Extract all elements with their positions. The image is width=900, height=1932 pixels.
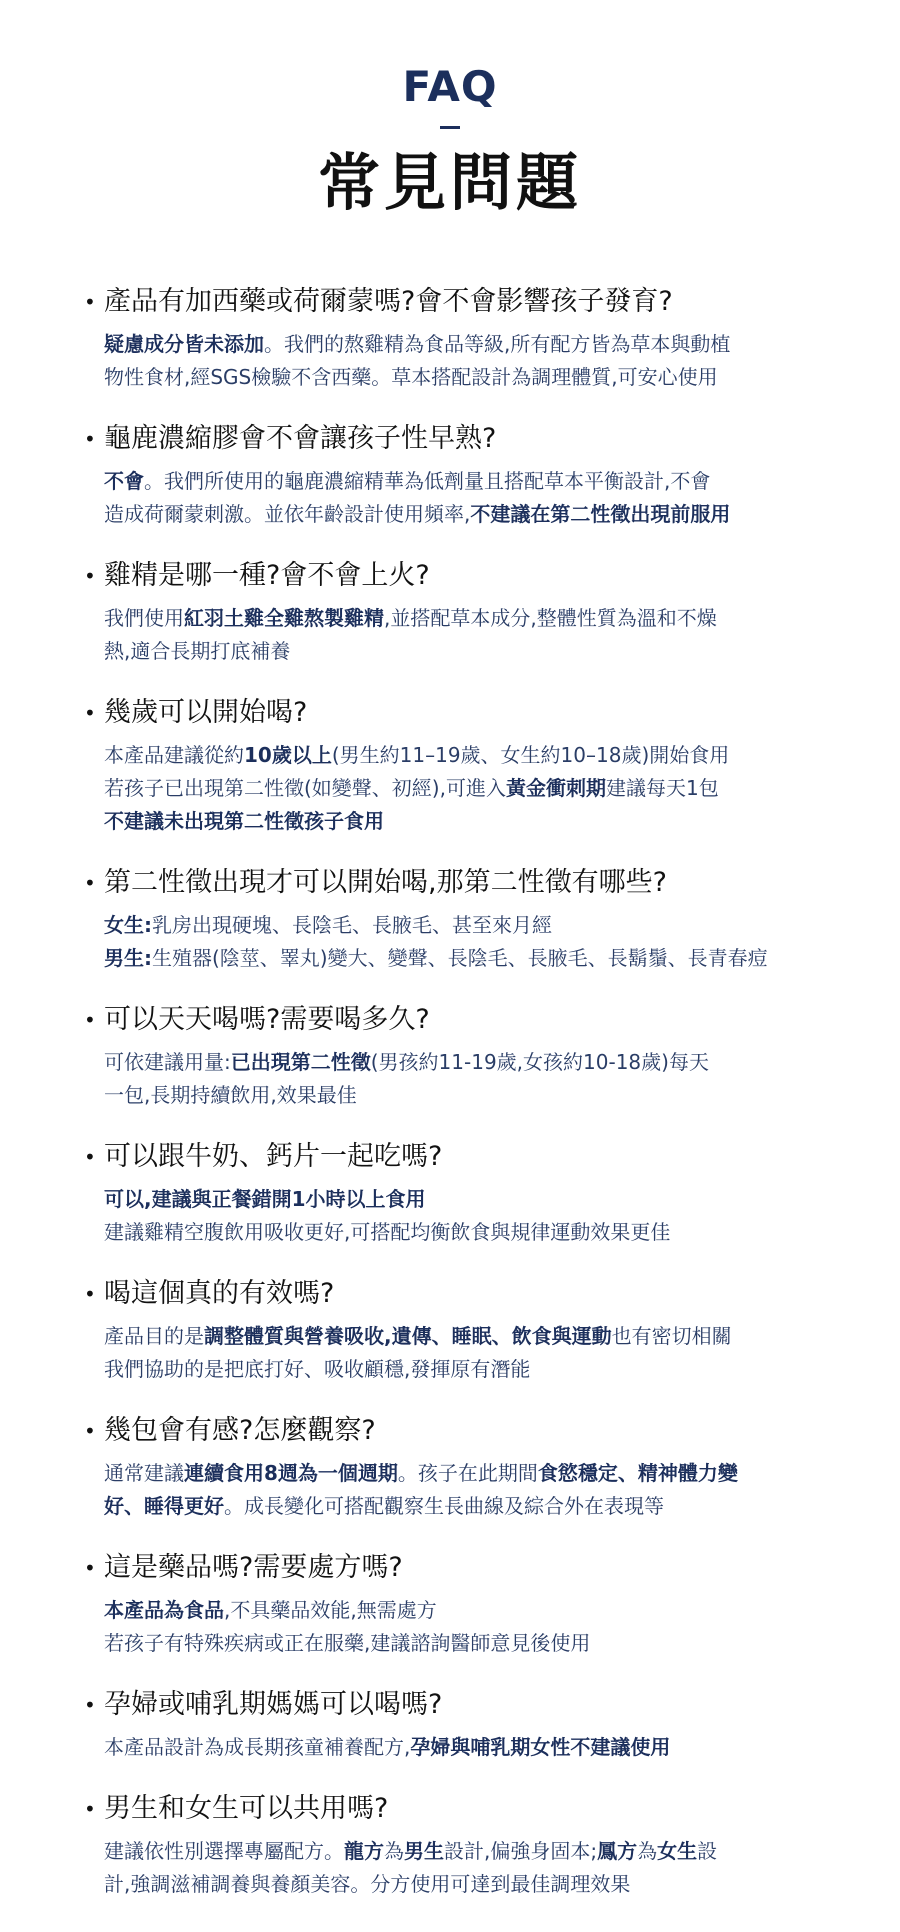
faq-answer-line [104,1594,820,1627]
faq-answer-line [104,1183,820,1216]
answer-text: 。孩子在此期間 [397,1461,538,1485]
faq-answer-line [104,1868,820,1901]
faq-item [76,1000,820,1112]
faq-question [76,1789,820,1829]
faq-question [76,693,820,733]
faq-answer-line [104,1216,820,1249]
answer-text: 計,強調滋補調養與養顏美容。分方使用可達到最佳調理效果 [104,1872,631,1896]
faq-item [76,1789,820,1901]
faq-answer-line [104,1079,820,1112]
faq-question-text: 幾包會有感?怎麼觀察? [104,1415,376,1446]
bullet-icon: • [84,701,96,725]
bullet-icon: • [84,1419,96,1443]
bullet-icon: • [84,564,96,588]
faq-answer-line [104,1353,820,1386]
bullet-icon: • [84,1693,96,1717]
faq-answer-line [104,909,820,942]
faq-item [76,693,820,838]
faq-question-text: 雞精是哪一種?會不會上火? [104,560,430,591]
faq-question-text: 龜鹿濃縮膠會不會讓孩子性早熟? [104,423,497,454]
answer-emphasis: 紅羽土雞全雞熬製雞精 [184,606,384,630]
faq-question [76,556,820,596]
faq-answer [76,1320,820,1386]
answer-emphasis: 男生: [104,946,152,970]
faq-label: FAQ [402,62,498,111]
answer-text: 設計,偏強身固本; [444,1839,598,1863]
faq-answer [76,1835,820,1901]
answer-emphasis: 孕婦與哺乳期女性不建議使用 [410,1735,671,1759]
answer-text: 造成荷爾蒙刺激。並依年齡設計使用頻率, [104,502,471,526]
faq-item [76,1548,820,1660]
answer-emphasis: 黃金衝刺期 [505,776,606,800]
faq-question-text: 第二性徵出現才可以開始喝,那第二性徵有哪些? [104,867,667,898]
faq-item [76,1411,820,1523]
answer-emphasis: 可以,建議與正餐錯開1小時以上食用 [104,1187,426,1211]
faq-question [76,1548,820,1588]
answer-text: 本產品建議從約 [104,743,244,767]
faq-item [76,1685,820,1764]
faq-answer [76,909,820,975]
faq-answer [76,1046,820,1112]
faq-item [76,863,820,975]
faq-question [76,1411,820,1451]
bullet-icon: • [84,1145,96,1169]
answer-text: (男生約11–19歲、女生約10–18歲)開始食用 [331,743,730,767]
answer-text: 建議雞精空腹飲用吸收更好,可搭配均衡飲食與規律運動效果更佳 [104,1220,671,1244]
answer-text: ,並搭配草本成分,整體性質為溫和不燥 [384,606,717,630]
answer-emphasis: 女生: [104,913,152,937]
answer-emphasis: 疑慮成分皆未添加 [104,332,264,356]
bullet-icon: • [84,290,96,314]
faq-question-text: 孕婦或哺乳期媽媽可以喝嗎? [104,1689,443,1720]
answer-text: 。成長變化可搭配觀察生長曲線及綜合外在表現等 [224,1494,664,1518]
bullet-icon: • [84,871,96,895]
faq-question-text: 可以天天喝嗎?需要喝多久? [104,1004,430,1035]
faq-answer-line [104,1490,820,1523]
faq-answer-line [104,361,820,394]
answer-emphasis: 連續食用8週為一個週期 [184,1461,398,1485]
faq-answer-line [104,772,820,805]
faq-item [76,282,820,394]
answer-text: 熱,適合長期打底補養 [104,639,291,663]
answer-emphasis: 調整體質與營養吸收,遺傳、睡眠、飲食與運動 [204,1324,612,1348]
bullet-icon: • [84,1282,96,1306]
answer-text: 。我們所使用的龜鹿濃縮精華為低劑量且搭配草本平衡設計,不會 [144,469,711,493]
faq-answer-line [104,942,820,975]
faq-question-text: 產品有加西藥或荷爾蒙嗎?會不會影響孩子發育? [104,286,673,317]
answer-emphasis: 本產品為食品 [104,1598,224,1622]
faq-answer [76,739,820,838]
answer-text: 若孩子有特殊疾病或正在服藥,建議諮詢醫師意見後使用 [104,1631,591,1655]
faq-answer-line [104,739,820,772]
faq-item [76,419,820,531]
answer-text: 我們協助的是把底打好、吸收顧穩,發揮原有潛能 [104,1357,531,1381]
faq-answer-line [104,328,820,361]
answer-text: 若孩子已出現第二性徵(如變聲、初經),可進入 [104,776,506,800]
faq-question [76,1000,820,1040]
answer-text: 可依建議用量: [104,1050,231,1074]
faq-question [76,1274,820,1314]
page-title: 常見問題 [317,146,582,219]
faq-answer-line [104,1731,820,1764]
answer-emphasis: 女生 [657,1839,698,1863]
answer-text: 一包,長期持續飲用,效果最佳 [104,1083,357,1107]
answer-text: 通常建議 [104,1461,184,1485]
answer-text: 也有密切相關 [611,1324,732,1348]
faq-answer [76,465,820,531]
faq-list [76,282,820,1926]
bullet-icon: • [84,1008,96,1032]
answer-text: 為 [637,1839,658,1863]
faq-question-text: 可以跟牛奶、鈣片一起吃嗎? [104,1141,443,1172]
answer-text: 乳房出現硬塊、長陰毛、長腋毛、甚至來月經 [152,913,552,937]
answer-emphasis: 鳳方 [597,1839,638,1863]
faq-answer-line [104,1046,820,1079]
answer-text: 我們使用 [104,606,184,630]
answer-emphasis: 食慾穩定、精神體力變 [537,1461,738,1485]
faq-question [76,1685,820,1725]
answer-emphasis: 不會 [104,469,144,493]
bullet-icon: • [84,427,96,451]
answer-emphasis: 已出現第二性徵 [230,1050,371,1074]
faq-header [0,0,900,223]
faq-answer [76,1731,820,1764]
bullet-icon: • [84,1797,96,1821]
answer-emphasis: 男生 [404,1839,444,1863]
answer-text: 建議每天1包 [605,776,719,800]
faq-answer [76,1457,820,1523]
answer-text: ,不具藥品效能,無需處方 [224,1598,437,1622]
faq-answer-line [104,805,820,838]
answer-emphasis: 不建議在第二性徵出現前服用 [470,502,731,526]
faq-answer-line [104,1627,820,1660]
answer-text: 為 [384,1839,404,1863]
faq-answer-line [104,498,820,531]
faq-answer-line [104,602,820,635]
faq-question [76,1137,820,1177]
answer-emphasis: 10歲以上 [244,743,332,767]
faq-question-text: 這是藥品嗎?需要處方嗎? [104,1552,403,1583]
answer-text: 設 [697,1839,718,1863]
faq-item [76,1274,820,1386]
faq-item [76,1137,820,1249]
answer-text: 產品目的是 [104,1324,204,1348]
title-divider [440,126,460,129]
faq-question-text: 喝這個真的有效嗎? [104,1278,335,1309]
faq-question [76,863,820,903]
faq-answer [76,328,820,394]
faq-item [76,556,820,668]
answer-text: 本產品設計為成長期孩童補養配方, [104,1735,411,1759]
answer-text: 。我們的熬雞精為食品等級,所有配方皆為草本與動植 [264,332,731,356]
answer-emphasis: 龍方 [344,1839,384,1863]
faq-answer-line [104,635,820,668]
faq-question-text: 男生和女生可以共用嗎? [104,1793,389,1824]
faq-answer-line [104,1457,820,1490]
faq-answer [76,1183,820,1249]
faq-question [76,419,820,459]
answer-text: 生殖器(陰莖、睪丸)變大、變聲、長陰毛、長腋毛、長鬍鬚、長青春痘 [152,946,768,970]
faq-question-text: 幾歲可以開始喝? [104,697,308,728]
answer-text: 物性食材,經SGS檢驗不含西藥。草本搭配設計為調理體質,可安心使用 [104,365,718,389]
faq-answer-line [104,465,820,498]
answer-text: 建議依性別選擇專屬配方。 [104,1839,344,1863]
bullet-icon: • [84,1556,96,1580]
answer-emphasis: 不建議未出現第二性徵孩子食用 [104,809,384,833]
faq-answer [76,1594,820,1660]
faq-question [76,282,820,322]
faq-answer-line [104,1835,820,1868]
faq-answer [76,602,820,668]
faq-answer-line [104,1320,820,1353]
answer-text: (男孩約11-19歲,女孩約10-18歲)每天 [370,1050,709,1074]
answer-emphasis: 好、睡得更好 [104,1494,224,1518]
